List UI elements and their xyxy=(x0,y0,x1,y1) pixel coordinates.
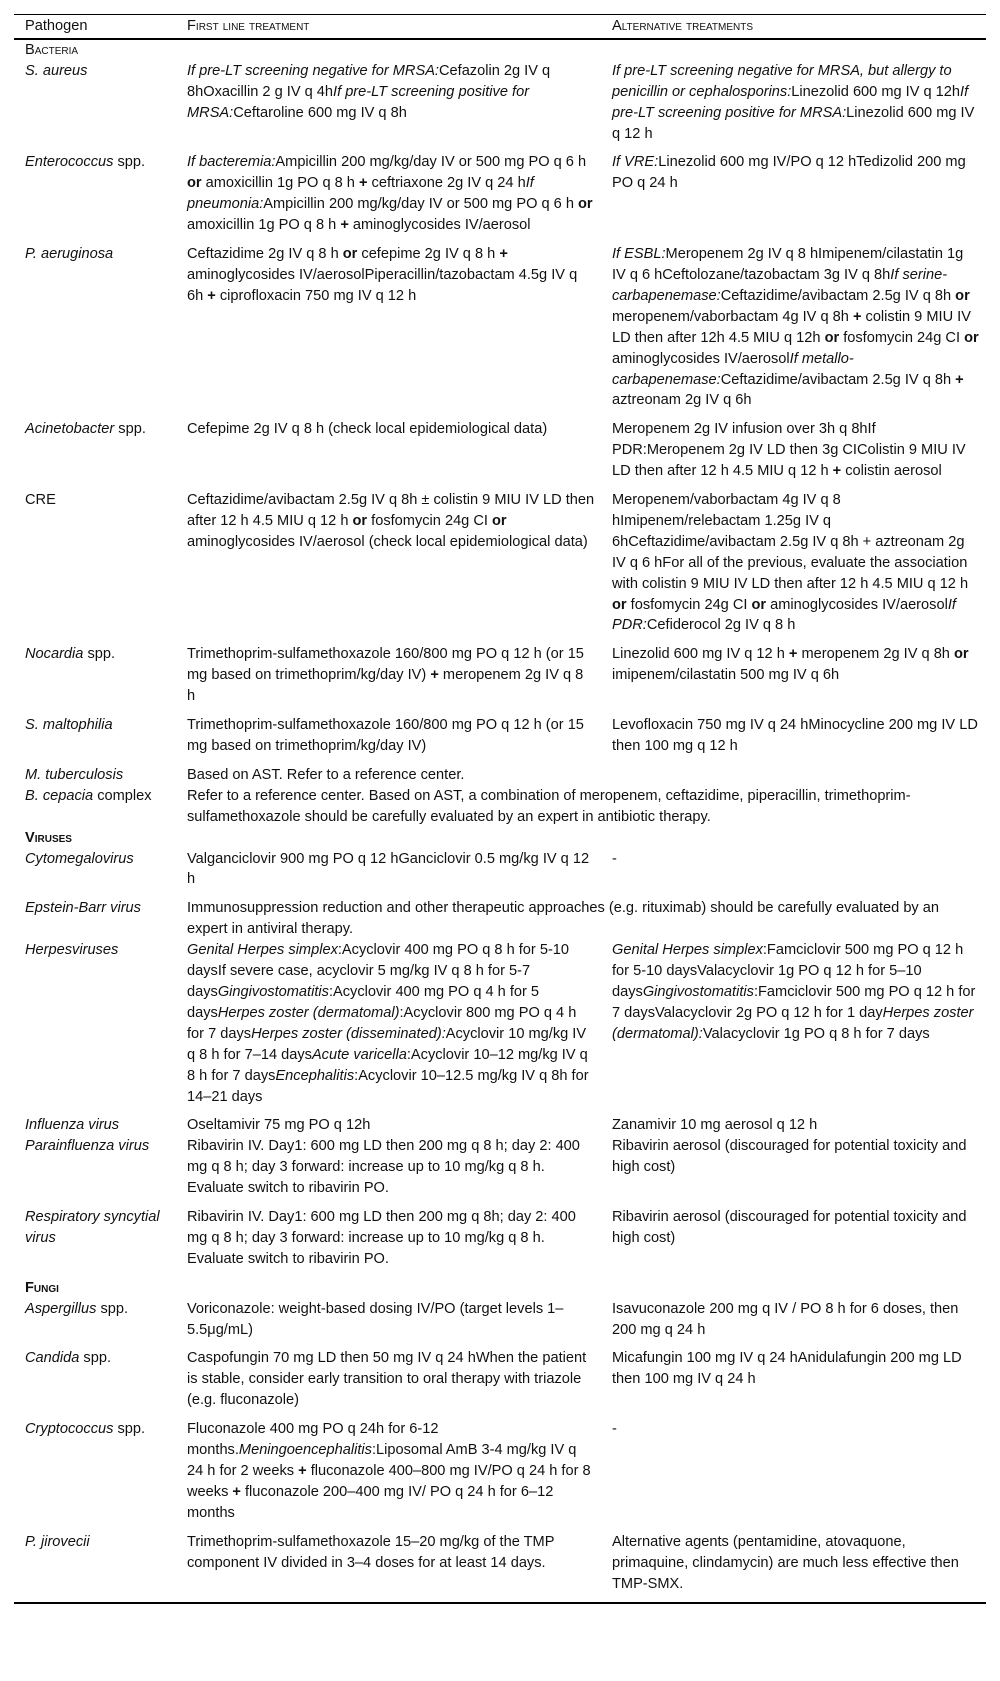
pathogen-suffix: complex xyxy=(93,787,152,804)
alternative-cre xyxy=(600,490,986,644)
alternative-aspergillus: Isavuconazole 200 mg q IV / PO 8 h for 6 doses, then 200 mg q 24 h xyxy=(612,1300,959,1338)
pathogen-aspergillus xyxy=(14,1299,175,1349)
treatment-text: Trimethoprim-sulfamethoxazole 160/800 mg PO q 12 h (or 15 mg based on trimethoprim/kg/day IV) xyxy=(187,646,584,684)
pathogen-m-tuberculosis: M. tuberculosis xyxy=(25,766,124,783)
alternative-herpesviruses xyxy=(600,940,986,1115)
combined-b-cepacia: Refer to a reference center. Based on AST, a combination of meropenem, ceftazidime, piperacillin, trimethoprim-sulfamethoxazole should be carefully evaluated by an expert in antibiotic therapy. xyxy=(187,787,911,825)
first-line-influenza: Oseltamivir 75 mg PO q 12h xyxy=(187,1117,371,1134)
table-row xyxy=(14,940,986,1115)
table-row xyxy=(14,849,986,899)
treatment-text: ciprofloxacin 750 mg IV q 12 h xyxy=(215,287,417,304)
treatment-text: Linezolid 600 mg IV/PO q 12 hTedizolid 200 mg PO q 24 h xyxy=(612,154,966,192)
treatment-text: Cefiderocol 2g IV q 8 h xyxy=(646,617,796,634)
condition: Gingivostomatitis xyxy=(217,983,329,1000)
pathogen-candida xyxy=(14,1348,175,1419)
section-bacteria: Bacteria xyxy=(25,41,79,58)
pathogen-p-aeruginosa: P. aeruginosa xyxy=(25,246,114,263)
treatment-text: fosfomycin 24g CI xyxy=(839,329,965,346)
connector-plus: + xyxy=(955,371,964,388)
table-row xyxy=(14,1299,986,1349)
pathogen-suffix: spp. xyxy=(113,1421,146,1438)
table-row xyxy=(14,765,986,786)
treatment-text: Ceftazidime/avibactam 2.5g IV q 8h xyxy=(720,371,956,388)
treatment-text: Fluconazole 400 mg PO q 24h for 6-12 months. xyxy=(187,1421,439,1459)
treatment-text: ceftriaxone 2g IV q 24 h xyxy=(367,175,526,192)
treatment-text: :Famciclovir 500 mg PO q 12 h for 7 daysValacyclovir 2g PO q 12 h for 1 day xyxy=(612,983,976,1021)
pathogen-p-jirovecii: P. jirovecii xyxy=(25,1533,90,1550)
pathogen-suffix: spp. xyxy=(96,1300,129,1317)
connector-plus: + xyxy=(207,287,216,304)
treatment-text: aminoglycosides IV/aerosol xyxy=(612,350,790,367)
header-alternative: Alternative treatments xyxy=(612,18,754,34)
table-row xyxy=(14,1207,986,1278)
connector-plus: + xyxy=(832,463,842,480)
alternative-p-aeruginosa xyxy=(600,244,986,419)
treatment-text: Linezolid 600 mg IV q 12 h xyxy=(612,104,975,142)
connector-plus: + xyxy=(232,1483,241,1500)
pathogen-cryptococcus xyxy=(14,1419,175,1532)
treatment-text: imipenem/cilastatin 500 mg IV q 6h xyxy=(612,667,840,684)
treatment-text: meropenem 2g IV q 8 h xyxy=(187,667,584,705)
table-header xyxy=(14,15,986,39)
first-line-herpesviruses xyxy=(175,940,600,1115)
condition: Genital Herpes simplex xyxy=(187,942,338,959)
pathogen-nocardia xyxy=(14,644,175,715)
alternative-nocardia xyxy=(600,644,986,715)
condition: If pre-LT screening positive for MRSA: xyxy=(187,83,530,121)
pathogen-enterococcus xyxy=(14,152,175,244)
alternative-rsv: Ribavirin aerosol (discouraged for potential toxicity and high cost) xyxy=(612,1209,967,1246)
treatment-text: Cefazolin 2g IV q 8hOxacillin 2 g IV q 4h xyxy=(187,62,551,100)
pathogen-genus: Aspergillus xyxy=(25,1300,97,1317)
treatment-text: Meropenem 2g IV q 8 hImipenem/cilastatin 1g IV q 6 hCeftolozane/tazobactam 3g IV q 8h xyxy=(612,246,964,283)
treatment-text: meropenem 2g IV q 8h xyxy=(797,646,954,663)
connector-or: or xyxy=(187,175,202,192)
pathogen-influenza: Influenza virus xyxy=(25,1117,120,1134)
table-row xyxy=(14,61,986,153)
treatment-text: aminoglycosides IV/aerosol (check local epidemiological data) xyxy=(187,533,588,550)
condition: If serine-carbapenemase: xyxy=(612,266,948,304)
treatment-text: Meropenem/vaborbactam 4g IV q 8 hImipenem/relebactam 1.25g IV q 6hCeftazidime/avibactam 2.5g IV q 8h + aztreonam 2g IV q 6 hFor all of the previous, evaluate the association with colistin 9 MIU IV LD then after 12 h 4.5 MIU q 12 h xyxy=(612,492,969,592)
treatment-text: :Acyclovir 800 mg PO q 4 h for 7 days xyxy=(187,1004,577,1042)
treatment-text: :Liposomal AmB 3-4 mg/kg IV q 24 h for 2 weeks xyxy=(187,1442,577,1479)
treatment-text: :Famciclovir 500 mg PO q 12 h for 5-10 daysValacyclovir 1g PO q 12 h for 5–10 days xyxy=(612,942,964,1000)
condition: If PDR: xyxy=(612,596,956,634)
treatment-text: Ceftazidime 2g IV q 8 h xyxy=(187,246,343,263)
treatment-text: Ceftazidime/avibactam 2.5g IV q 8h ± colistin 9 MIU IV LD then after 12 h 4.5 MIU q 12 h xyxy=(187,492,595,529)
first-line-cryptococcus xyxy=(175,1419,600,1532)
treatment-text: aminoglycosides IV/aerosol xyxy=(766,596,948,613)
first-line-rsv: Ribavirin IV. Day1: 600 mg LD then 200 mg q 8h; day 2: 400 mg q 8 h; day 3 forward: increase up to 10 mg/kg q 8 h. Evaluate switch to ribavirin PO. xyxy=(187,1209,576,1267)
first-line-s-maltophilia: Trimethoprim-sulfamethoxazole 160/800 mg PO q 12 h (or 15 mg based on trimethoprim/kg/day IV) xyxy=(187,717,584,754)
table-row xyxy=(14,786,986,828)
pathogen-acinetobacter xyxy=(14,419,175,490)
first-line-candida: Caspofungin 70 mg LD then 50 mg IV q 24 hWhen the patient is stable, consider early transition to oral therapy with triazole (e.g. fluconazole) xyxy=(187,1350,587,1409)
pathogen-genus: B. cepacia xyxy=(25,787,94,804)
pathogen-s-aureus: S. aureus xyxy=(25,62,88,79)
alternative-cytomegalovirus: - xyxy=(612,850,617,867)
treatment-text: Acyclovir 10 mg/kg IV q 8 h for 7–14 days xyxy=(187,1025,587,1063)
treatment-text: cefepime 2g IV q 8 h xyxy=(357,246,500,263)
condition: Herpes zoster (disseminated): xyxy=(251,1025,446,1042)
pathogen-s-maltophilia: S. maltophilia xyxy=(25,717,113,734)
connector-or: or xyxy=(612,596,627,613)
alternative-candida: Micafungin 100 mg IV q 24 hAnidulafungin 200 mg LD then 100 mg IV q 24 h xyxy=(612,1350,962,1388)
treatment-text: aztreonam 2g IV q 6h xyxy=(612,392,752,409)
first-line-nocardia xyxy=(175,644,600,715)
table-body xyxy=(14,39,986,1604)
condition: If pre-LT screening negative for MRSA, but allergy to penicillin or cephalosporins: xyxy=(612,62,952,100)
treatment-text: :Acyclovir 400 mg PO q 8 h for 5-10 daysIf severe case, acyclovir 5 mg/kg IV q 8 h for 5-7 days xyxy=(187,942,570,1000)
connector-plus: + xyxy=(298,1463,307,1479)
pathogen-genus: Nocardia xyxy=(25,646,84,663)
table-row xyxy=(14,490,986,644)
treatment-text: Ceftaroline 600 mg IV q 8h xyxy=(233,104,407,121)
condition: Genital Herpes simplex xyxy=(612,942,763,959)
alternative-p-jirovecii: Alternative agents (pentamidine, atovaquone, primaquine, clindamycin) are much less effective then TMP-SMX. xyxy=(612,1533,959,1592)
table-row xyxy=(14,244,986,419)
treatment-text: Ceftazidime/avibactam 2.5g IV q 8h xyxy=(720,287,956,304)
first-line-p-jirovecii: Trimethoprim-sulfamethoxazole 15–20 mg/kg of the TMP component IV divided in 3–4 doses for at least 14 days. xyxy=(187,1533,555,1571)
alternative-acinetobacter xyxy=(600,419,986,490)
connector-plus: + xyxy=(788,646,798,663)
treatment-text: Linezolid 600 mg IV q 12h xyxy=(791,83,961,100)
treatment-text: fosfomycin 24g CI xyxy=(367,512,493,529)
pathogen-suffix: spp. xyxy=(79,1350,112,1367)
pathogen-genus: Candida xyxy=(25,1350,80,1367)
treatment-text: fosfomycin 24g CI xyxy=(626,596,752,613)
connector-or: or xyxy=(352,512,368,529)
treatment-text: :Acyclovir 10–12 mg/kg IV q 8 h for 7 days xyxy=(187,1046,588,1084)
treatment-text: amoxicillin 1g PO q 8 h xyxy=(187,217,341,234)
header-first-line: First line treatment xyxy=(187,18,310,34)
pathogen-suffix: spp. xyxy=(114,421,146,438)
connector-or: or xyxy=(492,512,507,529)
table-row xyxy=(14,1136,986,1207)
table-row xyxy=(14,715,986,765)
condition: Meningoencephalitis xyxy=(238,1442,372,1459)
treatment-text: Valacyclovir 1g PO q 8 h for 7 days xyxy=(702,1025,930,1042)
treatment-table xyxy=(14,14,986,1604)
first-line-cre xyxy=(175,490,600,644)
treatment-text: aminoglycosides IV/aerosol xyxy=(348,217,531,234)
condition: If bacteremia: xyxy=(187,154,276,171)
first-line-enterococcus xyxy=(175,152,600,244)
first-line-p-aeruginosa xyxy=(175,244,600,419)
treatment-text: aminoglycosides IV/aerosolPiperacillin/tazobactam 4.5g IV q 6h xyxy=(187,266,578,304)
table-row xyxy=(14,898,986,940)
condition: If ESBL: xyxy=(612,246,666,263)
pathogen-suffix: spp. xyxy=(113,154,146,171)
header-row xyxy=(14,15,986,39)
treatment-text: Ampicillin 200 mg/kg/day IV or 500 mg PO q 6 h xyxy=(275,154,587,171)
condition: If pre-LT screening negative for MRSA: xyxy=(187,62,439,79)
alternative-s-maltophilia: Levofloxacin 750 mg IV q 24 hMinocycline 200 mg IV LD then 100 mg q 12 h xyxy=(612,717,978,754)
treatment-text: meropenem/vaborbactam 4g IV q 8h xyxy=(612,308,853,325)
connector-or: or xyxy=(824,329,840,346)
pathogen-genus: Cryptococcus xyxy=(25,1421,114,1438)
treatment-text: amoxicillin 1g PO q 8 h xyxy=(201,175,359,192)
first-line-acinetobacter: Cefepime 2g IV q 8 h (check local epidemiological data) xyxy=(187,421,548,438)
first-line-parainfluenza: Ribavirin IV. Day1: 600 mg LD then 200 mg q 8 h; day 2: 400 mg q 8 h; day 3 forward: increase up to 10 mg/kg q 8 h. Evaluate switch to ribavirin PO. xyxy=(187,1138,580,1197)
connector-or: or xyxy=(751,596,767,613)
alternative-parainfluenza: Ribavirin aerosol (discouraged for potential toxicity and high cost) xyxy=(612,1138,967,1176)
condition: If VRE: xyxy=(612,154,659,171)
treatment-text: :Acyclovir 10–12.5 mg/kg IV q 8h for 14–21 days xyxy=(187,1067,589,1105)
pathogen-epstein-barr: Epstein-Barr virus xyxy=(25,900,141,917)
connector-plus: + xyxy=(430,667,439,684)
table-row xyxy=(14,152,986,244)
condition: Acute varicella xyxy=(311,1046,407,1063)
pathogen-suffix: spp. xyxy=(83,646,116,663)
treatment-text: Meropenem 2g IV infusion over 3h q 8hIf PDR:Meropenem 2g IV LD then 3g CIColistin 9 MIU IV LD then after 12 h 4.5 MIU q 12 h xyxy=(612,421,966,480)
connector-or: or xyxy=(342,246,358,263)
combined-m-tuberculosis: Based on AST. Refer to a reference center. xyxy=(187,766,465,783)
table-row xyxy=(14,1115,986,1136)
table-row xyxy=(14,1419,986,1532)
table-row xyxy=(14,644,986,715)
condition: Encephalitis xyxy=(275,1067,355,1084)
treatment-text: fluconazole 400–800 mg IV/PO q 24 h for 8 weeks xyxy=(187,1463,591,1500)
alternative-influenza: Zanamivir 10 mg aerosol q 12 h xyxy=(612,1117,818,1134)
combined-epstein-barr: Immunosuppression reduction and other therapeutic approaches (e.g. rituximab) should be carefully evaluated by an expert in antiviral therapy. xyxy=(187,900,940,938)
pathogen-cytomegalovirus: Cytomegalovirus xyxy=(25,850,134,867)
pathogen-b-cepacia xyxy=(14,786,175,828)
first-line-s-aureus xyxy=(175,61,600,153)
treatment-text: Ampicillin 200 mg/kg/day IV or 500 mg PO q 6 h xyxy=(263,196,579,213)
pathogen-genus: Acinetobacter xyxy=(25,421,115,438)
condition: If metallo-carbapenemase: xyxy=(612,350,854,388)
alternative-enterococcus xyxy=(600,152,986,244)
alternative-s-aureus xyxy=(600,61,986,153)
alternative-cryptococcus: - xyxy=(612,1421,617,1438)
treatment-text: colistin aerosol xyxy=(841,463,942,480)
treatment-text: fluconazole 200–400 mg IV/ PO q 24 h for 6–12 months xyxy=(187,1483,554,1521)
condition: Herpes zoster (dermatomal): xyxy=(612,1004,974,1042)
condition: If pneumonia: xyxy=(187,175,534,213)
condition: Herpes zoster (dermatomal) xyxy=(217,1004,400,1021)
section-row-bacteria xyxy=(14,39,986,61)
pathogen-herpesviruses: Herpesviruses xyxy=(25,942,119,959)
connector-plus: + xyxy=(852,308,862,325)
pathogen-rsv: Respiratory syncytial virus xyxy=(25,1209,160,1246)
treatment-text: Linezolid 600 mg IV q 12 h xyxy=(612,646,789,663)
table-row xyxy=(14,1348,986,1419)
condition: Gingivostomatitis xyxy=(642,983,754,1000)
connector-plus: + xyxy=(499,246,508,263)
pathogen-parainfluenza: Parainfluenza virus xyxy=(25,1138,150,1155)
first-line-cytomegalovirus: Valganciclovir 900 mg PO q 12 hGanciclovir 0.5 mg/kg IV q 12 h xyxy=(187,850,590,888)
first-line-aspergillus: Voriconazole: weight-based dosing IV/PO (target levels 1–5.5μg/mL) xyxy=(187,1300,564,1338)
section-viruses: Viruses xyxy=(25,829,72,846)
section-fungi: Fungi xyxy=(25,1279,59,1296)
treatment-text: colistin 9 MIU IV LD then after 12h 4.5 MIU q 12h xyxy=(612,308,971,346)
table-row xyxy=(14,419,986,490)
connector-or: or xyxy=(955,287,970,304)
pathogen-genus: Enterococcus xyxy=(25,154,114,171)
table-row xyxy=(14,1532,986,1604)
connector-plus: + xyxy=(358,175,368,192)
connector-or: or xyxy=(964,329,979,346)
section-row-viruses xyxy=(14,828,986,849)
treatment-text: :Acyclovir 400 mg PO q 4 h for 5 days xyxy=(187,983,540,1021)
connector-plus: + xyxy=(340,217,349,234)
section-row-fungi xyxy=(14,1278,986,1299)
pathogen-cre: CRE xyxy=(25,492,56,509)
header-pathogen: Pathogen xyxy=(25,18,88,34)
connector-or: or xyxy=(578,196,593,213)
condition: If pre-LT screening positive for MRSA: xyxy=(612,83,969,121)
connector-or: or xyxy=(953,646,969,663)
